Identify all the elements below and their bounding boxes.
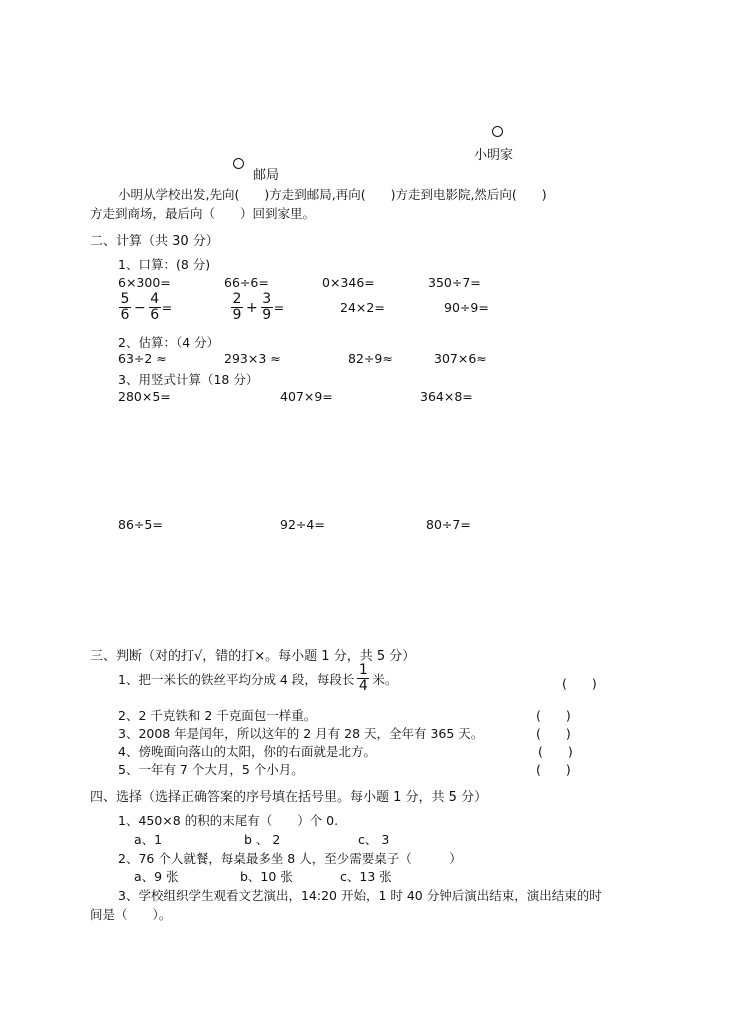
denominator: 6 bbox=[150, 307, 160, 323]
denominator: 9 bbox=[262, 307, 272, 323]
judge-item: 2、2 千克铁和 2 千克面包一样重。 bbox=[118, 708, 317, 723]
home-marker-icon bbox=[492, 126, 503, 137]
oral-item: 350÷7= bbox=[428, 275, 481, 290]
vertical-item: 407×9= bbox=[280, 389, 333, 404]
denominator: 4 bbox=[358, 678, 368, 694]
answer-paren[interactable]: ( ) bbox=[562, 676, 597, 691]
estimate-item: 63÷2 ≈ bbox=[118, 351, 167, 366]
operator: + bbox=[246, 299, 258, 316]
fraction-expression bbox=[118, 292, 172, 323]
choice-option: b 、 2 bbox=[244, 832, 281, 847]
choice-question: 1、450×8 的积的末尾有（ ）个 0. bbox=[118, 813, 339, 828]
post-office-marker-icon bbox=[233, 158, 244, 169]
oral-item: 90÷9= bbox=[444, 300, 489, 315]
fraction bbox=[261, 292, 273, 323]
vertical-item: 80÷7= bbox=[426, 517, 471, 532]
judge-item: 3、2008 年是闰年，所以这年的 2 月有 28 天，全年有 365 天。 bbox=[118, 726, 484, 741]
fraction bbox=[357, 663, 369, 694]
oral-item: 0×346= bbox=[322, 275, 375, 290]
judge-item-text: 米。 bbox=[372, 671, 398, 687]
vertical-calc-title: 3、用竖式计算（18 分） bbox=[118, 372, 259, 387]
choice-question: 2、76 个人就餐，每桌最多坐 8 人，至少需要桌子（ ） bbox=[118, 851, 462, 866]
estimate-title: 2、估算：（4 分） bbox=[118, 335, 220, 350]
vertical-item: 92÷4= bbox=[280, 517, 325, 532]
choice-option: a、9 张 bbox=[134, 869, 179, 884]
numerator: 4 bbox=[150, 291, 160, 307]
post-office-label: 邮局 bbox=[253, 168, 280, 183]
choice-question-cont: 间是（ ）。 bbox=[90, 907, 172, 922]
choice-option: b、10 张 bbox=[240, 869, 293, 884]
judge-item-text: 1、把一米长的铁丝平均分成 4 段，每段长 bbox=[118, 671, 355, 687]
vertical-item: 280×5= bbox=[118, 389, 171, 404]
vertical-item: 364×8= bbox=[420, 389, 473, 404]
fraction bbox=[231, 292, 243, 323]
estimate-item: 293×3 ≈ bbox=[224, 351, 281, 366]
estimate-item: 307×6≈ bbox=[434, 351, 487, 366]
numerator: 3 bbox=[262, 291, 272, 307]
choice-option: a、1 bbox=[134, 832, 163, 847]
numerator: 1 bbox=[358, 662, 368, 678]
vertical-item: 86÷5= bbox=[118, 517, 163, 532]
route-question-line2: 方走到商场，最后向（ ）回到家里。 bbox=[90, 206, 316, 221]
answer-paren[interactable]: ( ) bbox=[538, 744, 573, 759]
numerator: 5 bbox=[120, 291, 130, 307]
judge-item: 4、傍晚面向落山的太阳，你的右面就是北方。 bbox=[118, 744, 376, 759]
denominator: 9 bbox=[232, 307, 242, 323]
oral-item: 6×300= bbox=[118, 275, 171, 290]
route-question-line1: 小明从学校出发,先向( )方走到邮局,再向( )方走到电影院,然后向( ) bbox=[118, 187, 547, 202]
operator: − bbox=[134, 299, 146, 316]
fraction-expression bbox=[230, 292, 284, 323]
fraction bbox=[149, 292, 161, 323]
choice-option: c、13 张 bbox=[340, 869, 392, 884]
oral-item: 66÷6= bbox=[224, 275, 269, 290]
equals-sign: = bbox=[161, 300, 173, 315]
section3-title: 三、判断（对的打√，错的打×。每小题 1 分，共 5 分） bbox=[90, 649, 416, 664]
home-label: 小明家 bbox=[474, 148, 514, 163]
section2-title: 二、计算（共 30 分） bbox=[90, 234, 219, 249]
equals-sign: = bbox=[273, 300, 285, 315]
numerator: 2 bbox=[232, 291, 242, 307]
judge-item bbox=[118, 663, 397, 694]
answer-paren[interactable]: ( ) bbox=[536, 708, 571, 723]
oral-calc-title: 1、口算：(8 分) bbox=[118, 257, 211, 272]
section4-title: 四、选择（选择正确答案的序号填在括号里。每小题 1 分，共 5 分） bbox=[90, 790, 488, 805]
answer-paren[interactable]: ( ) bbox=[536, 762, 571, 777]
answer-paren[interactable]: ( ) bbox=[536, 726, 571, 741]
choice-option: c、 3 bbox=[358, 832, 390, 847]
choice-question: 3、学校组织学生观看文艺演出，14:20 开始，1 时 40 分钟后演出结束，演出结束的时 bbox=[118, 888, 602, 903]
fraction bbox=[119, 292, 131, 323]
estimate-item: 82÷9≈ bbox=[348, 351, 393, 366]
denominator: 6 bbox=[120, 307, 130, 323]
judge-item: 5、一年有 7 个大月，5 个小月。 bbox=[118, 762, 304, 777]
oral-item: 24×2= bbox=[340, 300, 385, 315]
